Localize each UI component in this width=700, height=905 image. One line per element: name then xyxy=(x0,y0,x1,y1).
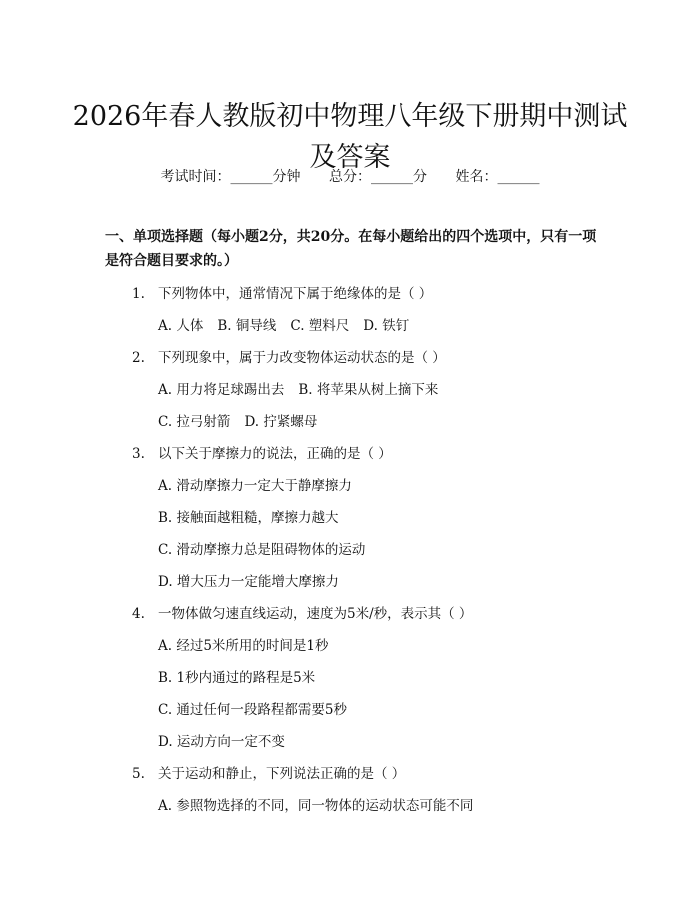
option-row xyxy=(0,374,700,406)
question-stem: 下列物体中，通常情况下属于绝缘体的是（ ） xyxy=(158,286,433,302)
question-number: 5. xyxy=(132,766,145,782)
exam-score-field: 总分：______分 xyxy=(329,169,427,185)
question-number: 3. xyxy=(132,446,145,462)
option-row xyxy=(0,406,700,438)
question-number: 1. xyxy=(132,286,145,302)
question-stem: 下列现象中，属于力改变物体运动状态的是（ ） xyxy=(158,350,446,366)
answer-option: C. 塑料尺 xyxy=(290,318,350,334)
exam-info-line xyxy=(0,167,700,187)
student-name-field: 姓名：______ xyxy=(455,169,540,185)
option-row xyxy=(0,662,700,694)
question-4 xyxy=(0,598,700,630)
answer-option: B. 接触面越粗糙，摩擦力越大 xyxy=(158,510,339,526)
question-number: 4. xyxy=(132,606,145,622)
question-stem: 以下关于摩擦力的说法，正确的是（ ） xyxy=(158,446,392,462)
question-number: 2. xyxy=(132,350,145,366)
answer-option: C. 滑动摩擦力总是阻碍物体的运动 xyxy=(158,542,366,558)
answer-option: A. 用力将足球踢出去 xyxy=(158,382,285,398)
answer-option: D. 运动方向一定不变 xyxy=(158,734,285,750)
section-header: 一、单项选择题（每小题2分，共20分。在每小题给出的四个选项中，只有一项是符合题目要求的。） xyxy=(105,229,597,269)
question-list xyxy=(0,278,700,822)
option-row xyxy=(0,630,700,662)
answer-option: B. 铜导线 xyxy=(217,318,277,334)
exam-time-field: 考试时间：______分钟 xyxy=(160,169,301,185)
answer-option: A. 经过5米所用的时间是1秒 xyxy=(158,638,329,654)
answer-option: A. 人体 xyxy=(158,318,204,334)
answer-option: A. 滑动摩擦力一定大于静摩擦力 xyxy=(158,478,352,494)
answer-option: C. 拉弓射箭 xyxy=(158,414,231,430)
question-1 xyxy=(0,278,700,310)
option-row xyxy=(0,726,700,758)
answer-option: D. 拧紧螺母 xyxy=(244,414,318,430)
page-title: 2026年春人教版初中物理八年级下册期中测试及答案 xyxy=(72,101,628,174)
option-row xyxy=(0,694,700,726)
question-2 xyxy=(0,342,700,374)
question-stem: 一物体做匀速直线运动，速度为5米/秒，表示其（ ） xyxy=(158,606,473,622)
option-row xyxy=(0,470,700,502)
question-3 xyxy=(0,438,700,470)
option-row xyxy=(0,502,700,534)
question-5 xyxy=(0,758,700,790)
answer-option: D. 铁钉 xyxy=(363,318,410,334)
option-row xyxy=(0,534,700,566)
answer-option: D. 增大压力一定能增大摩擦力 xyxy=(158,574,339,590)
question-stem: 关于运动和静止，下列说法正确的是（ ） xyxy=(158,766,406,782)
option-row xyxy=(0,310,700,342)
answer-option: C. 通过任何一段路程都需要5秒 xyxy=(158,702,348,718)
answer-option: B. 将苹果从树上摘下来 xyxy=(298,382,439,398)
answer-option: A. 参照物选择的不同，同一物体的运动状态可能不同 xyxy=(158,798,474,814)
option-row xyxy=(0,790,700,822)
answer-option: B. 1秒内通过的路程是5米 xyxy=(158,670,316,686)
option-row xyxy=(0,566,700,598)
